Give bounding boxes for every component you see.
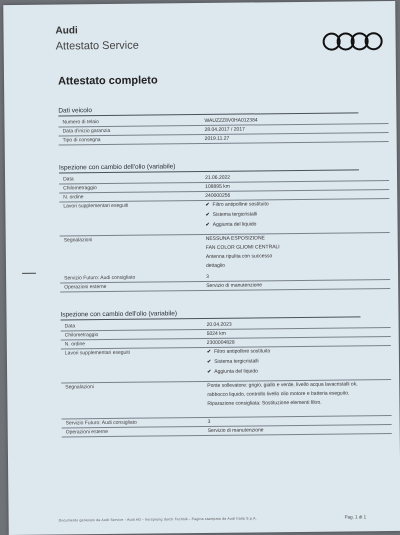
date-row: Data 20.04.2023 (61, 319, 361, 331)
extra-work-row: Lavori supplementari eseguiti ✔ Filtro antipolline sostituito ✔ Sistema tergicristalli ✔ Aggiunta del liquido (59, 199, 359, 236)
mileage-row: Chilometraggio 108895 km (59, 181, 359, 193)
check-icon: ✔ (205, 201, 210, 208)
vehicle-row: Numero di telaio WAUZZZ8V0HA012384 (58, 115, 358, 127)
external-ops-row: Operazioni esterne Servizio di manutenzione (60, 280, 360, 292)
check-item: ✔ Filtro antipolline sostituito (206, 348, 271, 355)
check-icon: ✔ (205, 211, 210, 218)
check-item: ✔ Sistema tergicristalli (205, 211, 258, 218)
vehicle-row: Data d'inizio garanzia 28.04.2017 / 2017 (59, 124, 359, 136)
margin-mark (22, 273, 36, 274)
check-item: ✔ Aggiunta del liquido (207, 368, 258, 375)
vehicle-section (58, 104, 358, 145)
order-row: N. ordine 2300004828 (61, 337, 361, 349)
audi-rings-logo (322, 31, 384, 52)
page-title: Attestato completo (57, 74, 158, 88)
check-icon: ✔ (207, 368, 212, 375)
footer-text: Documento generato da Audi Service - Audi AG - Vorsprung durch Technik - Pagina stampata da Audi Italia S.p.A. (58, 516, 257, 523)
vehicle-row: Tipo di consegna 2019.11.27 (59, 133, 359, 145)
date-row: Data 21.06.2022 (59, 172, 359, 184)
notes-row: Segnalazioni NESSUNA ESPOSIZIONE FAN COLOR GLIOMI CENTRALI Antenna ripulita con successo dettaglio (63, 235, 280, 269)
check-item: ✔ Filtro antipolline sostituito (205, 201, 269, 208)
document-page (3, 1, 400, 535)
external-ops-row: Operazioni esterne Servizio di manutenzione (62, 425, 362, 437)
brand-name: Audi (55, 25, 78, 37)
next-service-row: Servizio Futuro: Audi consigliato 3 (60, 271, 360, 283)
notes-row: Segnalazioni Ponte sollevatore: grigio, giallo e verde, livello acqua lavacristalli ok, rabbocco liquido, controllo livello olio motore e batteria eseguito. Riparazione consigliata: Sostituzione elementi filtro. (61, 380, 361, 419)
extra-work-row: Lavori supplementari eseguiti ✔ Filtro antipolline sostituito ✔ Sistema tergicristalli ✔ Aggiunta del liquido (61, 346, 361, 383)
inspection-heading: Ispezione con cambio dell'olio (variabile) (60, 308, 360, 320)
check-item: ✔ Aggiunta del liquido (205, 221, 257, 228)
inspection-heading: Ispezione con cambio dell'olio (variabile) (59, 161, 359, 173)
check-icon: ✔ (206, 348, 212, 355)
vehicle-heading: Dati veicolo (58, 104, 358, 116)
next-service-row: Servizio Futuro: Audi consigliato 3 (62, 416, 362, 428)
check-icon: ✔ (206, 358, 212, 365)
mileage-row: Chilometraggio 5024 km (61, 328, 361, 340)
document-subtitle: Attestato Service (55, 39, 139, 53)
inspection-section-2 (60, 308, 361, 451)
inspection-section-1 (59, 161, 360, 304)
check-icon: ✔ (205, 221, 210, 228)
order-row: N. ordine 240000256 (59, 190, 359, 202)
page-number: Pag. 1 di 1 (344, 514, 367, 520)
check-item: ✔ Sistema tergicristalli (206, 358, 259, 365)
